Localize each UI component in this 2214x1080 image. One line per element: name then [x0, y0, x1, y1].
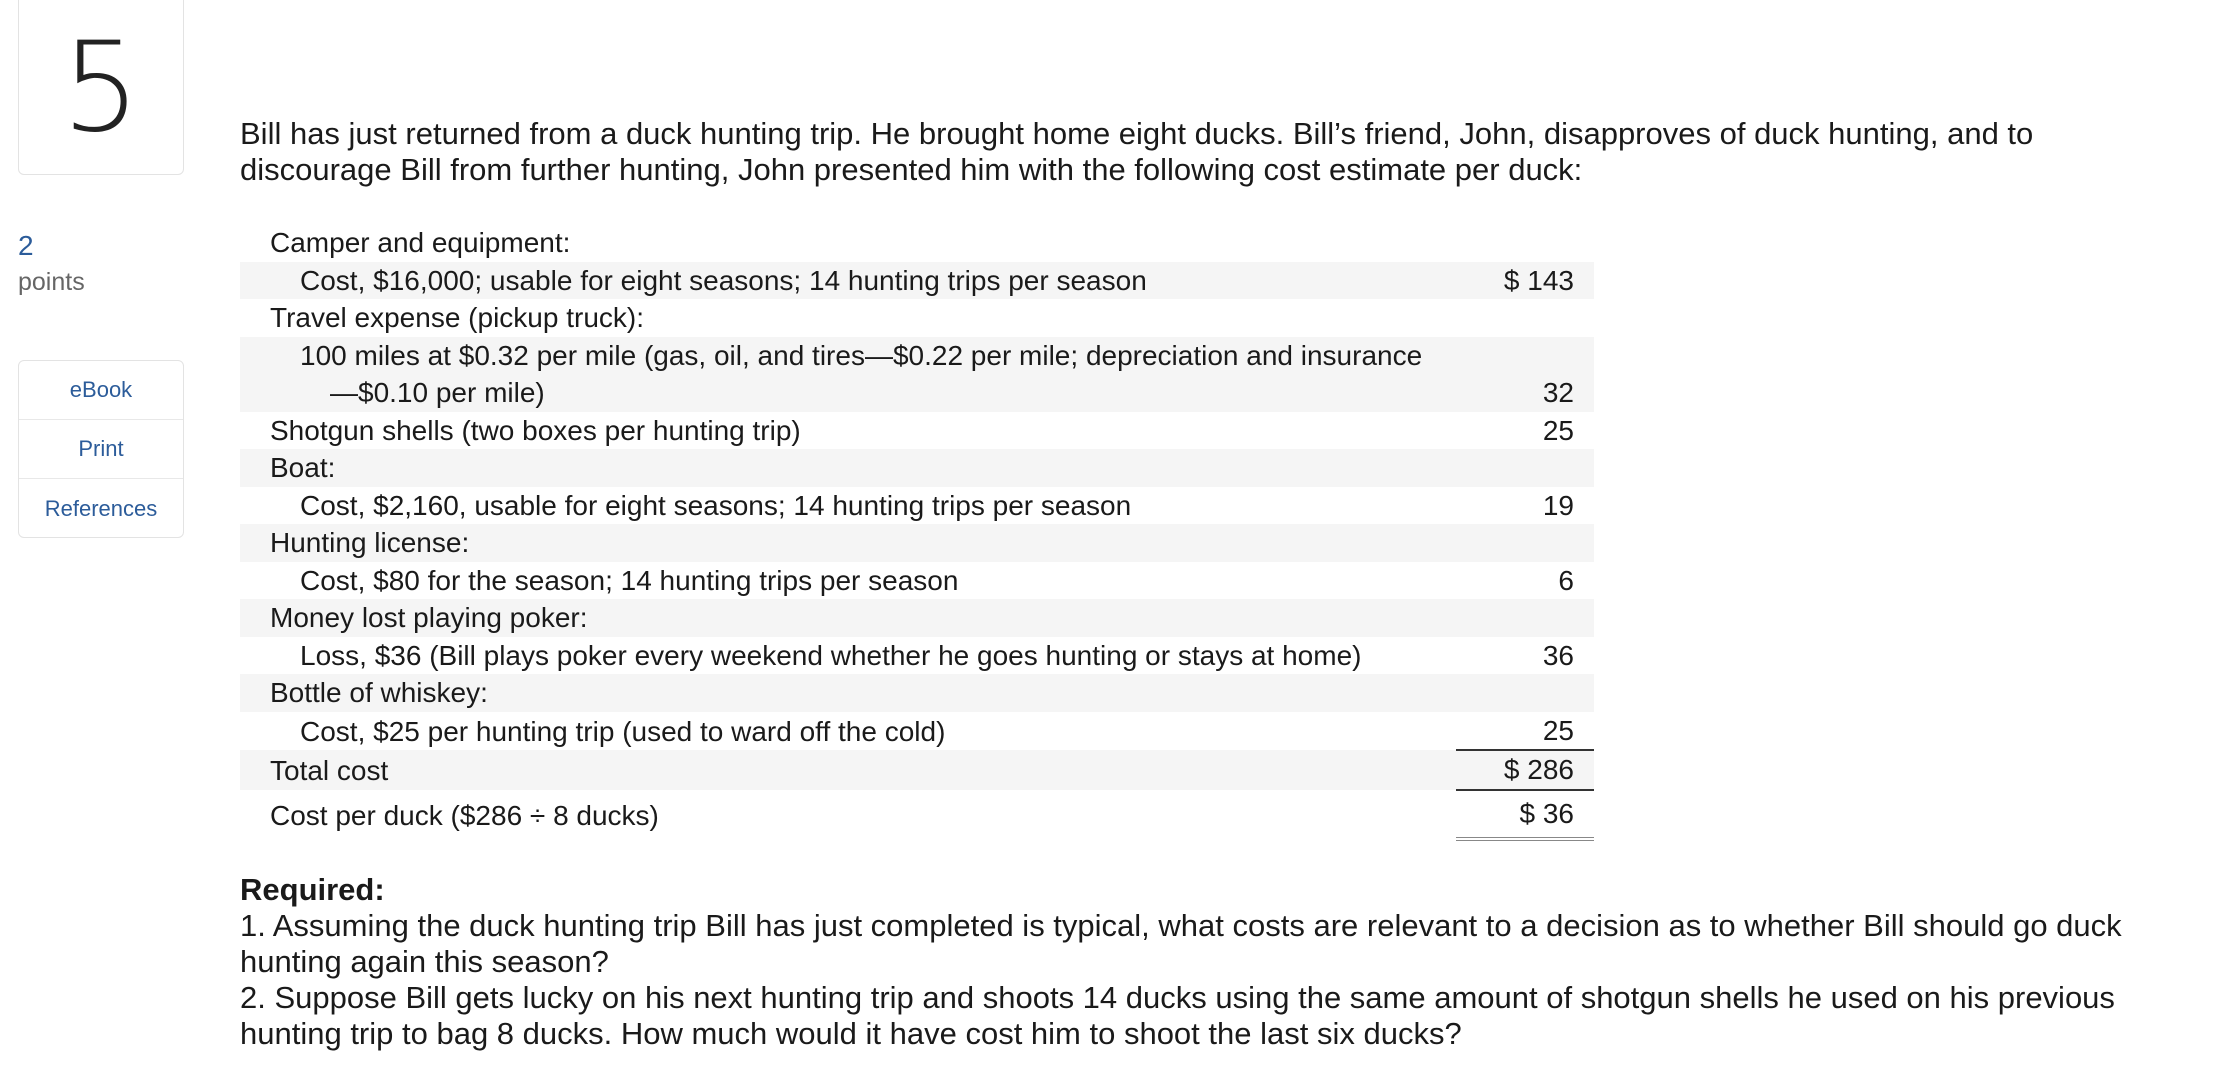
cost-estimate-table — [240, 224, 1594, 841]
row-label — [240, 337, 1456, 412]
table-row — [240, 449, 1594, 487]
table-row — [240, 337, 1594, 412]
question-intro: Bill has just returned from a duck hunting trip. He brought home eight ducks. Bill’s friend, John, disapproves of duck hunting, and to discourage Bill from further hunting, John presented him with the following cost estimate per duck: — [240, 116, 2034, 187]
points-label: points — [18, 268, 85, 296]
row-label: Cost, $25 per hunting trip (used to ward off the cold) — [300, 715, 946, 747]
per-duck-row — [240, 790, 1594, 839]
total-label: Total cost — [240, 750, 1456, 790]
row-label-line2: —$0.10 per mile) — [330, 377, 545, 408]
row-label: Money lost playing poker: — [240, 599, 1456, 637]
per-duck-label: Cost per duck ($286 ÷ 8 ducks) — [270, 799, 659, 831]
resource-links-panel — [18, 360, 184, 538]
total-amount: $ 286 — [1456, 750, 1594, 790]
row-label: Cost, $2,160, usable for eight seasons; 14 hunting trips per season — [300, 489, 1132, 521]
row-label: Boat: — [240, 449, 1456, 487]
row-amount — [1456, 599, 1594, 637]
row-label: Camper and equipment: — [270, 227, 571, 258]
table-row — [240, 299, 1594, 337]
row-label-line1: 100 miles at $0.32 per mile (gas, oil, and tires—$0.22 per mile; depreciation and insurance — [300, 339, 1423, 371]
question-number-box — [18, 0, 184, 175]
total-row — [240, 750, 1594, 790]
row-amount: 32 — [1456, 337, 1594, 412]
table-row — [240, 637, 1594, 675]
row-label: Loss, $36 (Bill plays poker every weekend whether he goes hunting or stays at home) — [300, 639, 1362, 671]
row-label: Cost, $80 for the season; 14 hunting trips per season — [300, 564, 959, 596]
row-label: Shotgun shells (two boxes per hunting trip) — [270, 414, 801, 446]
table-row — [240, 599, 1594, 637]
required-section — [240, 872, 2140, 1052]
table-row — [240, 524, 1594, 562]
row-label: Hunting license: — [240, 524, 1456, 562]
table-row — [240, 487, 1594, 525]
table-row — [240, 224, 1594, 262]
row-amount: 36 — [1542, 639, 1574, 671]
points-value: 2 — [18, 230, 34, 261]
row-amount: 25 — [1456, 712, 1594, 751]
ebook-link[interactable]: eBook — [19, 361, 183, 420]
row-amount: 19 — [1542, 489, 1574, 521]
table-row — [240, 712, 1594, 751]
row-amount: $ 143 — [1456, 262, 1594, 300]
references-link[interactable]: References — [44, 495, 158, 521]
question-number: 5 — [61, 15, 141, 160]
required-item-2: 2. Suppose Bill gets lucky on his next hunting trip and shoots 14 ducks using the same amount of shotgun shells he used on his previous hunting trip to bag 8 ducks. How much would it have cost him to shoot the last six ducks? — [240, 980, 2115, 1051]
row-label: Cost, $16,000; usable for eight seasons; 14 hunting trips per season — [240, 262, 1456, 300]
row-amount: 25 — [1542, 414, 1574, 446]
required-title: Required: — [240, 872, 385, 907]
table-row — [240, 674, 1594, 712]
row-amount — [1456, 524, 1594, 562]
row-label: Bottle of whiskey: — [240, 674, 1456, 712]
row-amount — [1456, 674, 1594, 712]
question-body — [240, 116, 2140, 188]
required-item-1: 1. Assuming the duck hunting trip Bill has just completed is typical, what costs are relevant to a decision as to whether Bill should go duck hunting again this season? — [240, 908, 2122, 979]
row-label: Travel expense (pickup truck): — [270, 302, 644, 333]
table-row — [240, 412, 1594, 450]
table-row — [240, 262, 1594, 300]
row-amount — [1456, 299, 1594, 337]
per-duck-amount: $ 36 — [1456, 790, 1594, 839]
table-row — [240, 562, 1594, 600]
print-link[interactable]: Print — [19, 420, 183, 479]
row-amount — [1456, 449, 1594, 487]
row-amount: 6 — [1558, 564, 1574, 596]
row-amount — [1456, 224, 1594, 262]
